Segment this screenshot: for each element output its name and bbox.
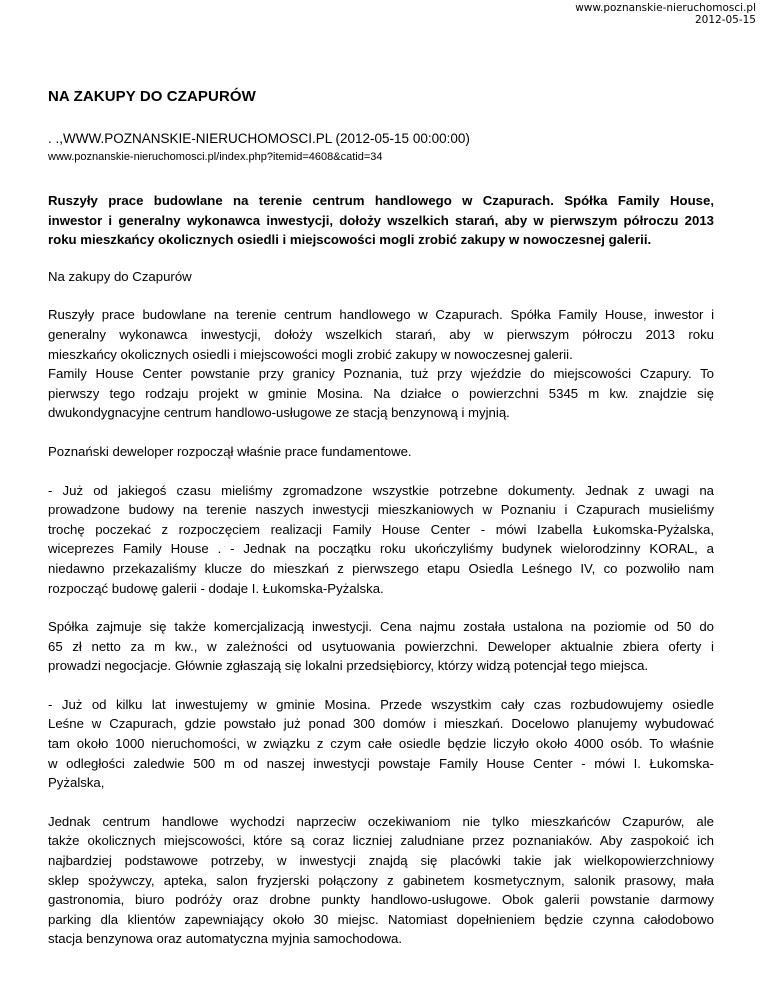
article-title: NA ZAKUPY DO CZAPURÓW	[48, 88, 256, 105]
header-site: www.poznanskie-nieruchomosci.pl	[575, 2, 756, 14]
text-line: Leśne w Czapurach, gdzie powstało już ponad 300 domów i mieszkań. Docelowo planujemy wybudować	[48, 716, 714, 732]
text-line: Ruszyły prace budowlane na terenie centrum handlowego w Czapurach. Spółka Family House, inwestor i	[48, 307, 714, 323]
body-paragraph-4	[48, 617, 714, 676]
text-line: stacja benzynowa oraz automatyczna myjnia samochodowa.	[48, 931, 403, 947]
text-line: mieszkańcy okolicznych osiedli i miejscowości mogli zrobić zakupy w nowoczesnej galerii.	[48, 346, 573, 362]
text-line: 65 zł netto za m kw., w zależności od usytuowania powierzchni. Deweloper aktualnie zbiera oferty i	[48, 638, 714, 654]
text-line: niedawno przekazaliśmy klucze do mieszkań z pierwszego etapu Osiedla Leśnego IV, co pozwoliło nam	[48, 560, 714, 576]
text-line: Poznański deweloper rozpoczął właśnie prace fundamentowe.	[48, 443, 412, 459]
body-paragraph-5	[48, 695, 714, 793]
lead-line: roku mieszkańcy okolicznych osiedli i miejscowości mogli zrobić zakupy w nowoczesnej galerii.	[48, 232, 652, 248]
text-line: Spółka zajmuje się także komercjalizacją inwestycji. Cena najmu została ustalona na poziomie od 50 do	[48, 619, 714, 635]
text-line: - Już od kilku lat inwestujemy w gminie Mosina. Przede wszystkim cały czas rozbudowujemy osiedle	[48, 696, 714, 712]
lead-line: inwestor i generalny wykonawca inwestycji, dołoży wszelkich starań, aby w pierwszym półroczu 2013	[48, 212, 714, 228]
text-line: prowadzi negocjacje. Głównie zgłaszają się lokalni przedsiębiorcy, którzy widzą potencjał tego miejsca.	[48, 658, 649, 674]
body-paragraph-3	[48, 481, 714, 599]
body-paragraph-6	[48, 812, 714, 949]
subheading: Na zakupy do Czapurów	[48, 268, 192, 284]
text-line: sklep spożywczy, apteka, salon fryzjerski połączony z gabinetem kosmetycznym, salonik prasowy, mała	[48, 872, 714, 888]
text-line: rozpocząć budowę galerii - dodaje I. Łukomska-Pyżalska.	[48, 580, 384, 596]
text-line: generalny wykonawca inwestycji, dołoży wszelkich starań, aby w pierwszym półroczu 2013 roku	[48, 326, 714, 342]
text-line: trochę poczekać z rozpoczęciem realizacji Family House Center - mówi Izabella Łukomska-Pyżalska,	[48, 521, 714, 537]
text-line: - Już od jakiegoś czasu mieliśmy zgromadzone wszystkie potrzebne dokumenty. Jednak z uwagi na	[48, 482, 714, 498]
text-line: gastronomia, biuro podróży oraz drobne punkty handlowo-usługowe. Obok galerii powstanie darmowy	[48, 892, 714, 908]
source-line: . .,WWW.POZNANSKIE-NIERUCHOMOSCI.PL (2012-05-15 00:00:00)	[48, 131, 470, 146]
text-line: prowadzone budowy na terenie naszych inwestycji mieszkaniowych w Poznaniu i Czapurach musieliśmy	[48, 502, 714, 518]
text-line: pierwszy tego rodzaju projekt w gminie Mosina. Na działce o powierzchni 5345 m kw. znajdzie się	[48, 385, 714, 401]
header-date: 2012-05-15	[694, 14, 756, 26]
text-line: także okolicznych miejscowości, które są coraz liczniej zaludniane przez poznaniaków. Aby zaspokoić ich	[48, 833, 714, 849]
text-line: dwukondygnacyjne centrum handlowo-usługowe ze stacją benzynową i myjnią.	[48, 405, 510, 421]
text-line: tam około 1000 nieruchomości, w związku z czym całe osiedle będzie liczyło około 4000 osób. To właśnie	[48, 736, 714, 752]
body-paragraph-1	[48, 305, 714, 423]
lead-line: Ruszyły prace budowlane na terenie centrum handlowego w Czapurach. Spółka Family House,	[48, 193, 714, 208]
text-line: Family House Center powstanie przy granicy Poznania, tuż przy wjeździe do miejscowości Czapury. To	[48, 366, 714, 382]
page-header	[575, 2, 756, 26]
text-line: najbardziej podstawowe potrzeby, w inwestycji znajdą się placówki takie jak wielkopowierzchniowy	[48, 853, 714, 869]
source-url: www.poznanskie-nieruchomosci.pl/index.php?itemid=4608&catid=34	[48, 151, 383, 163]
text-line: w odległości zaledwie 500 m od naszej inwestycji powstaje Family House Center - mówi I. Łukomska-	[48, 755, 714, 771]
text-line: Jednak centrum handlowe wychodzi naprzeciw oczekiwaniom nie tylko mieszkańców Czapurów, ale	[48, 813, 714, 829]
lead-paragraph	[48, 191, 714, 250]
text-line: parking dla klientów zapewniający około 30 miejsc. Natomiast dopełnieniem będzie czynna całodobowo	[48, 911, 714, 927]
body-paragraph-2	[48, 442, 714, 462]
text-line: Pyżalska,	[48, 775, 105, 791]
article	[48, 88, 714, 968]
text-line: wiceprezes Family House . - Jednak na początku roku ukończyliśmy budynek wielorodzinny KORAL, a	[48, 541, 714, 557]
